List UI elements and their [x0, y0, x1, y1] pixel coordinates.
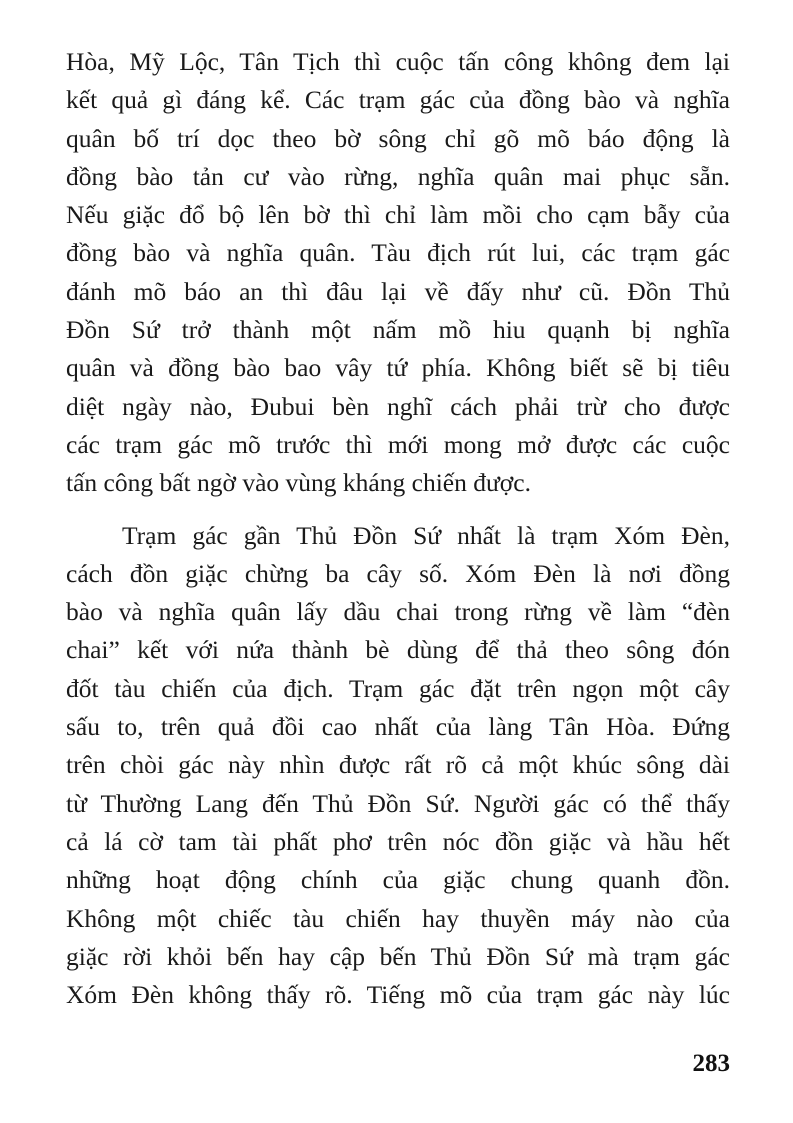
paragraph-1	[66, 43, 730, 503]
text-line: giặc rời khỏi bến hay cập bến Thủ Đồn Sứ mà trạm gác	[66, 941, 730, 971]
text-line: các trạm gác mõ trước thì mới mong mở được các cuộc	[66, 429, 730, 459]
text-line: đánh mõ báo an thì đâu lại về đấy như cũ. Đồn Thủ	[66, 276, 730, 306]
text-line: Nếu giặc đổ bộ lên bờ thì chỉ làm mồi cho cạm bẫy của	[66, 200, 730, 230]
text-line: kết quả gì đáng kể. Các trạm gác của đồng bào và nghĩa	[66, 85, 730, 115]
paragraph-2	[66, 517, 730, 1015]
text-line: diệt ngày nào, Đubui bèn nghĩ cách phải trừ cho được	[66, 391, 730, 421]
text-line: chai” kết với nứa thành bè dùng để thả theo sông đón	[66, 635, 730, 665]
text-line: đồng bào tản cư vào rừng, nghĩa quân mai phục sẵn.	[66, 161, 730, 191]
text-line: Hòa, Mỹ Lộc, Tân Tịch thì cuộc tấn công không đem lại	[66, 47, 730, 76]
text-line: quân và đồng bào bao vây tứ phía. Không biết sẽ bị tiêu	[66, 353, 730, 383]
text-line: đồng bào và nghĩa quân. Tàu địch rút lui, các trạm gác	[66, 238, 730, 268]
text-line: tấn công bất ngờ vào vùng kháng chiến được.	[66, 468, 531, 498]
text-line: Trạm gác gần Thủ Đồn Sứ nhất là trạm Xóm Đèn,	[122, 520, 730, 550]
text-line: sấu to, trên quả đồi cao nhất của làng Tân Hòa. Đứng	[66, 712, 730, 742]
page-number: 283	[692, 1050, 730, 1077]
text-line: quân bố trí dọc theo bờ sông chỉ gõ mõ báo động là	[66, 123, 730, 153]
text-line: những hoạt động chính của giặc chung quanh đồn.	[66, 865, 730, 895]
text-line: trên chòi gác này nhìn được rất rõ cả một khúc sông dài	[66, 750, 730, 780]
text-line: từ Thường Lang đến Thủ Đồn Sứ. Người gác có thể thấy	[66, 788, 730, 818]
text-line: Không một chiếc tàu chiến hay thuyền máy nào của	[66, 903, 730, 933]
text-line: đốt tàu chiến của địch. Trạm gác đặt trên ngọn một cây	[66, 673, 730, 703]
text-line: Đồn Sứ trở thành một nấm mồ hiu quạnh bị nghĩa	[66, 315, 730, 345]
text-line: bào và nghĩa quân lấy dầu chai trong rừng về làm “đèn	[66, 597, 730, 627]
page-body	[66, 43, 730, 1014]
text-line: Xóm Đèn không thấy rõ. Tiếng mõ của trạm gác này lúc	[66, 980, 730, 1010]
text-line: cả lá cờ tam tài phất phơ trên nóc đồn giặc và hầu hết	[66, 826, 730, 856]
text-line: cách đồn giặc chừng ba cây số. Xóm Đèn là nơi đồng	[66, 558, 730, 588]
